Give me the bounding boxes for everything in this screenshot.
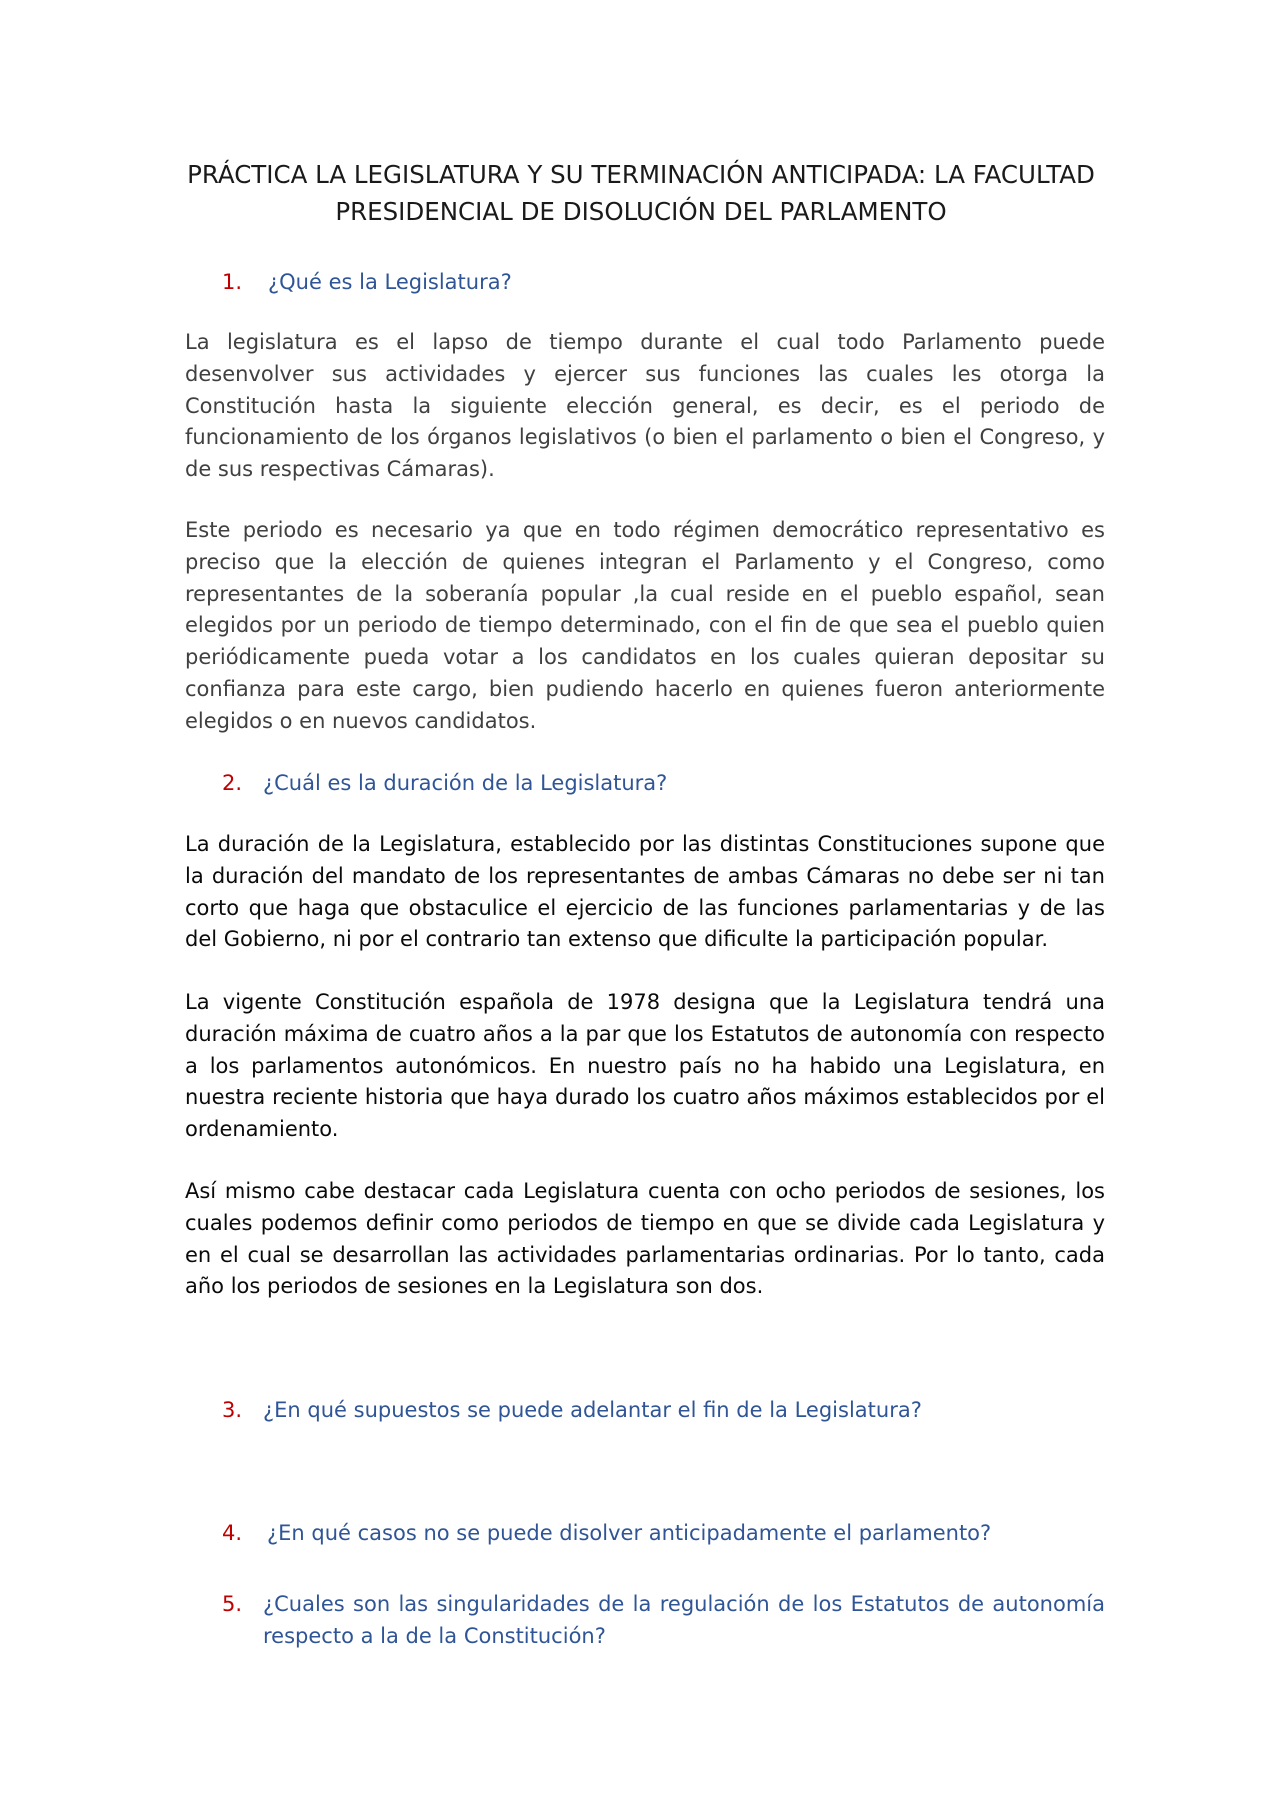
question-2-text: ¿Cuál es la duración de la Legislatura? <box>263 771 668 795</box>
question-5-number: 5. <box>222 1592 243 1616</box>
question-4-text: ¿En qué casos no se puede disolver anticipadamente el parlamento? <box>267 1521 992 1545</box>
answer-1-paragraph-1: La legislatura es el lapso de tiempo durante el cual todo Parlamento puede desenvolver sus actividades y ejercer sus funciones las cuales les otorga la Constitución hasta la siguiente elección general, es decir, es el periodo de funcionamiento de los órganos legislativos (o bien el parlamento o bien el Congreso, y de sus respectivas Cámaras). <box>185 330 1105 482</box>
question-2-number: 2. <box>222 771 243 795</box>
question-4 <box>0 1517 1280 1549</box>
answer-2-paragraph-2: La vigente Constitución española de 1978 designa que la Legislatura tendrá una duración máxima de cuatro años a la par que los Estatutos de autonomía con respecto a los parlamentos autonómicos. En nuestro país no ha habido una Legislatura, en nuestra reciente historia que haya durado los cuatro años máximos establecidos por el ordenamiento. <box>185 990 1105 1142</box>
question-5 <box>222 1588 1105 1652</box>
answer-2-paragraph-1: La duración de la Legislatura, establecido por las distintas Constituciones supone que la duración del mandato de los representantes de ambas Cámaras no debe ser ni tan corto que haga que obstaculice el ejercicio de las funciones parlamentarias y de las del Gobierno, ni por el contrario tan extenso que dificulte la participación popular. <box>185 832 1105 952</box>
question-3-text: ¿En qué supuestos se puede adelantar el fin de la Legislatura? <box>263 1398 922 1422</box>
question-3 <box>0 1394 1280 1426</box>
question-5-text: ¿Cuales son las singularidades de la regulación de los Estatutos de autonomía respecto a la de la Constitución? <box>263 1592 1105 1648</box>
question-1 <box>0 266 1280 298</box>
question-2 <box>0 767 1280 799</box>
question-1-text: ¿Qué es la Legislatura? <box>268 270 512 294</box>
answer-2-paragraph-3: Así mismo cabe destacar cada Legislatura cuenta con ocho periodos de sesiones, los cuales podemos definir como periodos de tiempo en que se divide cada Legislatura y en el cual se desarrollan las actividades parlamentarias ordinarias. Por lo tanto, cada año los periodos de sesiones en la Legislatura son dos. <box>185 1179 1105 1299</box>
question-1-number: 1. <box>222 270 243 294</box>
question-4-number: 4. <box>222 1521 243 1545</box>
document-title: PRÁCTICA LA LEGISLATURA Y SU TERMINACIÓN ANTICIPADA: LA FACULTAD PRESIDENCIAL DE DISOLUCIÓN DEL PARLAMENTO <box>187 160 1095 226</box>
question-3-number: 3. <box>222 1398 243 1422</box>
answer-1-paragraph-2: Este periodo es necesario ya que en todo régimen democrático representativo es preciso que la elección de quienes integran el Parlamento y el Congreso, como representantes de la soberanía popular ,la cual reside en el pueblo español, sean elegidos por un periodo de tiempo determinado, con el fin de que sea el pueblo quien periódicamente pueda votar a los candidatos en los cuales quieran depositar su confianza para este cargo, bien pudiendo hacerlo en quienes fueron anteriormente elegidos o en nuevos candidatos. <box>185 518 1105 733</box>
